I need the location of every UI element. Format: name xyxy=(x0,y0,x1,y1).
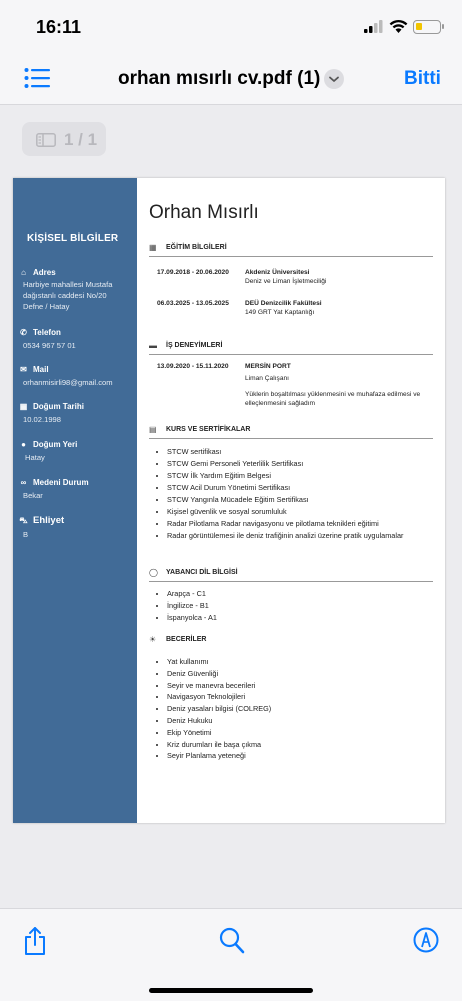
list-item: • İngilizce - B1 xyxy=(167,600,445,612)
lightbulb-icon: ☀ xyxy=(149,635,157,644)
courses-title: KURS VE SERTİFİKALAR xyxy=(166,426,251,433)
languages-title: YABANCI DİL BİLGİSİ xyxy=(166,569,238,576)
experience-description: Yüklerin boşaltılması yüklenmesini ve muhafaza edilmesi ve elleçlenmesini sağladım xyxy=(245,391,421,407)
license-value: B xyxy=(23,530,29,539)
birth-date-label: Doğum Tarihi xyxy=(33,402,84,411)
phone-block xyxy=(19,328,135,351)
address-label: Adres xyxy=(33,268,56,277)
list-item: • Radar görüntülemesi ile deniz trafiğinin analizi üzerine pratik uygulamalar xyxy=(167,530,445,542)
cv-main xyxy=(137,178,445,823)
education-icon: ▦ xyxy=(149,243,157,252)
list-item: • Seyir ve manevra becerileri xyxy=(167,680,445,692)
speech-bubble-icon: ◯ xyxy=(149,568,158,577)
education-dates: 06.03.2025 - 13.05.2025 xyxy=(157,300,229,307)
experience-role: Liman Çalışanı xyxy=(245,375,289,382)
skills-list xyxy=(149,656,445,762)
education-section-header xyxy=(149,242,433,257)
person-icon: ● xyxy=(21,440,26,449)
status-bar xyxy=(0,0,462,52)
marital-status-block xyxy=(19,478,135,501)
home-indicator xyxy=(149,988,313,993)
languages-section-header xyxy=(149,567,433,582)
cellular-signal-icon xyxy=(364,20,384,33)
cv-sidebar xyxy=(13,178,137,823)
pdf-page xyxy=(13,178,445,823)
education-school: Akdeniz Üniversitesi xyxy=(245,269,310,276)
personal-info-header: KİŞİSEL BİLGİLER xyxy=(27,233,119,244)
mail-block xyxy=(19,365,135,388)
list-item: • Deniz yasaları bilgisi (COLREG) xyxy=(167,703,445,715)
license-block xyxy=(19,515,135,540)
experience-section-header xyxy=(149,340,433,355)
marital-status-label: Medeni Durum xyxy=(33,478,89,487)
list-item: • STCW Yangınla Mücadele Eğitim Sertifikası xyxy=(167,494,445,506)
done-button[interactable]: Bitti xyxy=(404,68,441,89)
birth-date-value: 10.02.1998 xyxy=(23,415,62,424)
calendar-icon: ▦ xyxy=(19,402,28,411)
list-item: • Navigasyon Teknolojileri xyxy=(167,691,445,703)
page-number: 1 / 1 xyxy=(64,130,98,149)
mail-icon: ✉ xyxy=(20,365,27,374)
education-department: 149 GRT Yat Kaptanlığı xyxy=(245,309,315,316)
status-time: 16:11 xyxy=(36,17,82,37)
list-item: • Yat kullanımı xyxy=(167,656,445,668)
experience-dates: 13.09.2020 - 15.11.2020 xyxy=(157,363,229,370)
list-item: • Arapça - C1 xyxy=(167,588,445,600)
skills-title: BECERİLER xyxy=(166,636,207,643)
certificate-icon: ▤ xyxy=(149,425,157,434)
education-department: Deniz ve Liman İşletmeciliği xyxy=(245,278,327,285)
education-dates: 17.09.2018 - 20.06.2020 xyxy=(157,269,229,276)
experience-company: MERSİN PORT xyxy=(245,363,291,370)
mail-label: Mail xyxy=(33,365,49,374)
courses-list xyxy=(149,446,445,542)
document-viewer[interactable] xyxy=(0,105,462,908)
phone-icon: ✆ xyxy=(20,328,27,337)
birth-date-block xyxy=(19,402,135,425)
education-title: EĞİTİM BİLGİLERİ xyxy=(166,244,227,251)
title-menu-button[interactable] xyxy=(324,69,344,89)
list-item: • Deniz Güvenliği xyxy=(167,668,445,680)
list-item: • Ekip Yönetimi xyxy=(167,727,445,739)
education-school: DEÜ Denizcilik Fakültesi xyxy=(245,300,322,307)
list-item: • Seyir Planlama yeteneği xyxy=(167,750,445,762)
markup-icon[interactable] xyxy=(413,927,439,953)
license-label: Ehliyet xyxy=(33,515,65,526)
birth-place-block xyxy=(19,440,135,463)
address-block xyxy=(19,268,135,312)
battery-icon xyxy=(413,20,441,34)
skills-section-header xyxy=(149,634,433,648)
bottom-toolbar xyxy=(0,908,462,1001)
marital-status-value: Bekar xyxy=(23,491,43,500)
list-item: • Deniz Hukuku xyxy=(167,715,445,727)
wifi-icon xyxy=(389,19,408,33)
phone-value: 0534 967 57 01 xyxy=(23,341,76,350)
navigation-bar xyxy=(0,52,462,105)
briefcase-icon: ▬ xyxy=(149,341,157,350)
list-item: • Radar Pilotlama Radar navigasyonu ve pilotlama teknikleri eğitimi xyxy=(167,518,445,530)
home-icon: ⌂ xyxy=(21,268,26,277)
list-item: • Kriz durumları ile başa çıkma xyxy=(167,739,445,751)
address-line-2: dağıstanlı caddesi No/20 xyxy=(23,291,107,300)
birth-place-value: Hatay xyxy=(25,453,45,462)
address-line-3: Defne / Hatay xyxy=(23,302,70,311)
list-item: • STCW Acil Durum Yönetimi Sertifikası xyxy=(167,482,445,494)
sidebar-toggle-icon xyxy=(36,133,56,147)
list-icon[interactable] xyxy=(24,67,50,89)
experience-title: İŞ DENEYİMLERİ xyxy=(166,342,223,349)
document-title[interactable]: orhan mısırlı cv.pdf (1) xyxy=(118,68,321,89)
rings-icon: ∞ xyxy=(20,478,27,487)
list-item: • STCW Gemi Personeli Yeterlilik Sertifikası xyxy=(167,458,445,470)
list-item: • İspanyolca - A1 xyxy=(167,612,445,624)
address-line-1: Harbiye mahallesi Mustafa xyxy=(23,280,113,289)
phone-label: Telefon xyxy=(33,328,61,337)
car-icon: ⛍ xyxy=(19,515,28,525)
list-item: • STCW İlk Yardım Eğitim Belgesi xyxy=(167,470,445,482)
list-item: • STCW sertifikası xyxy=(167,446,445,458)
page-indicator[interactable] xyxy=(22,122,106,156)
chevron-down-icon xyxy=(324,69,344,89)
cv-name: Orhan Mısırlı xyxy=(149,202,259,223)
birth-place-label: Doğum Yeri xyxy=(33,440,78,449)
languages-list xyxy=(149,588,445,624)
search-icon[interactable] xyxy=(219,927,245,955)
share-icon[interactable] xyxy=(23,926,47,956)
mail-value: orhanmisirli98@gmail.com xyxy=(23,378,113,387)
list-item: • Kişisel güvenlik ve sosyal sorumluluk xyxy=(167,506,445,518)
courses-section-header xyxy=(149,424,433,439)
